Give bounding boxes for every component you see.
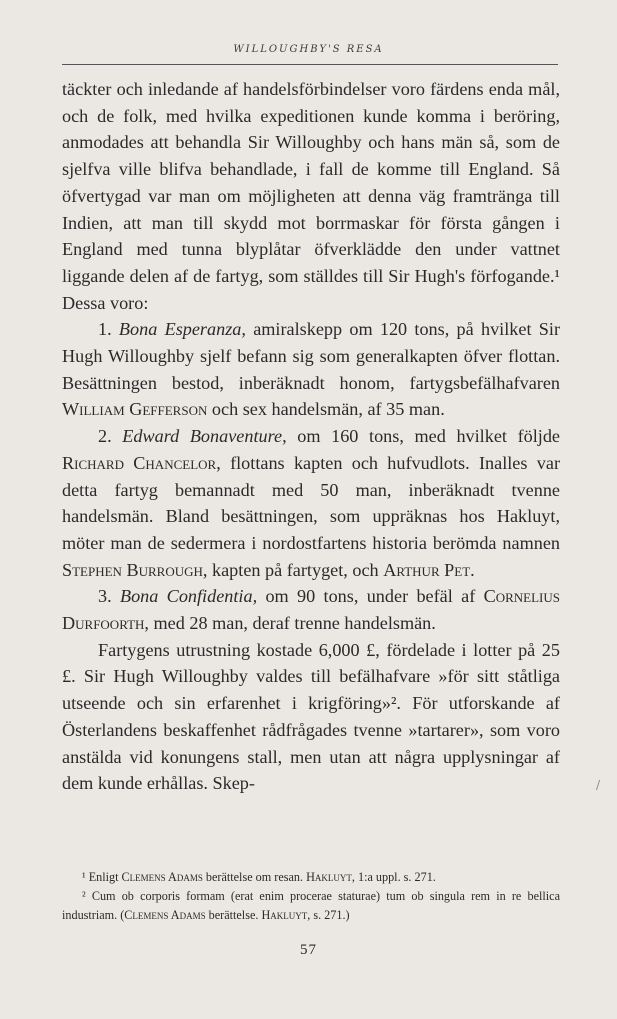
paragraph-1: täckter och inledande af handelsförbindelser voro färdens enda mål, och de folk, med hvilka expeditionen kunde komma i beröring, anmodades att behandla Sir Willoughby och hans män så, som de sjelfva ville blifva behandlade, i fall de komme till England. Så öfvertygad var man om möjligheten att denna väg framtränga till Indien, att man till skydd mot borrmaskar för första gången i England med tunna blyplåtar öfverklädde den under vattnet liggande delen af de fartyg, som ställdes till Sir Hugh's förfogande.¹ Dessa voro:	[62, 79, 560, 313]
paragraph-5: Fartygens utrustning kostade 6,000 £, fördelade i lotter på 25 £. Sir Hugh Willoughby valdes till befälhafvare »för sitt ståtliga utseende och sin erfarenhet i krigföring»². För utforskande af Österlandens beskaffenhet rådfrågades tvenne »tartarer», som voro anstälda vid konungens stall, men utan att några upplysningar af dem kunde erhållas. Skep-	[62, 639, 560, 794]
running-head: WILLOUGHBY'S RESA	[233, 44, 384, 55]
ship-entry-3: 3. Bona Confidentia, om 90 tons, under befäl af Cornelius Durfoorth, med 28 man, deraf trenne handelsmän.	[62, 586, 561, 634]
ship-entry-1: 1. Bona Esperanza, amiralskepp om 120 tons, på hvilket Sir Hugh Willoughby sjelf befann sig som generalkapten öfver flottan. Besättningen bestod, inberäknadt honom, fartygsbefälhafvaren William Gefferson och sex handelsmän, af 35 man.	[62, 319, 560, 420]
header-rule	[62, 64, 558, 65]
margin-mark: /	[596, 778, 601, 792]
body-text	[62, 76, 560, 797]
footnotes	[62, 868, 560, 925]
ship-entry-2: 2. Edward Bonaventure, om 160 tons, med hvilket följde Richard Chancelor, flottans kapten och hufvudlots. Inalles var detta fartyg bemannadt med 50 man, inberäknadt tvenne handelsmän. Bland besättningen, som uppräknas hos Hakluyt, möter man de sedermera i nordostfartens historia berömda namnen Stephen Burrough, kapten på fartyget, och Arthur Pet.	[62, 426, 560, 580]
footnote-1: ¹ Enligt Clemens Adams berättelse om resan. Hakluyt, 1:a uppl. s. 271.	[82, 870, 436, 884]
page-number: 57	[300, 942, 317, 958]
footnote-2: ² Cum ob corporis formam (erat enim procerae staturae) tum ob singula rem in re bellica industriam. (Clemens Adams berättelse. Hakluyt, s. 271.)	[62, 889, 560, 922]
